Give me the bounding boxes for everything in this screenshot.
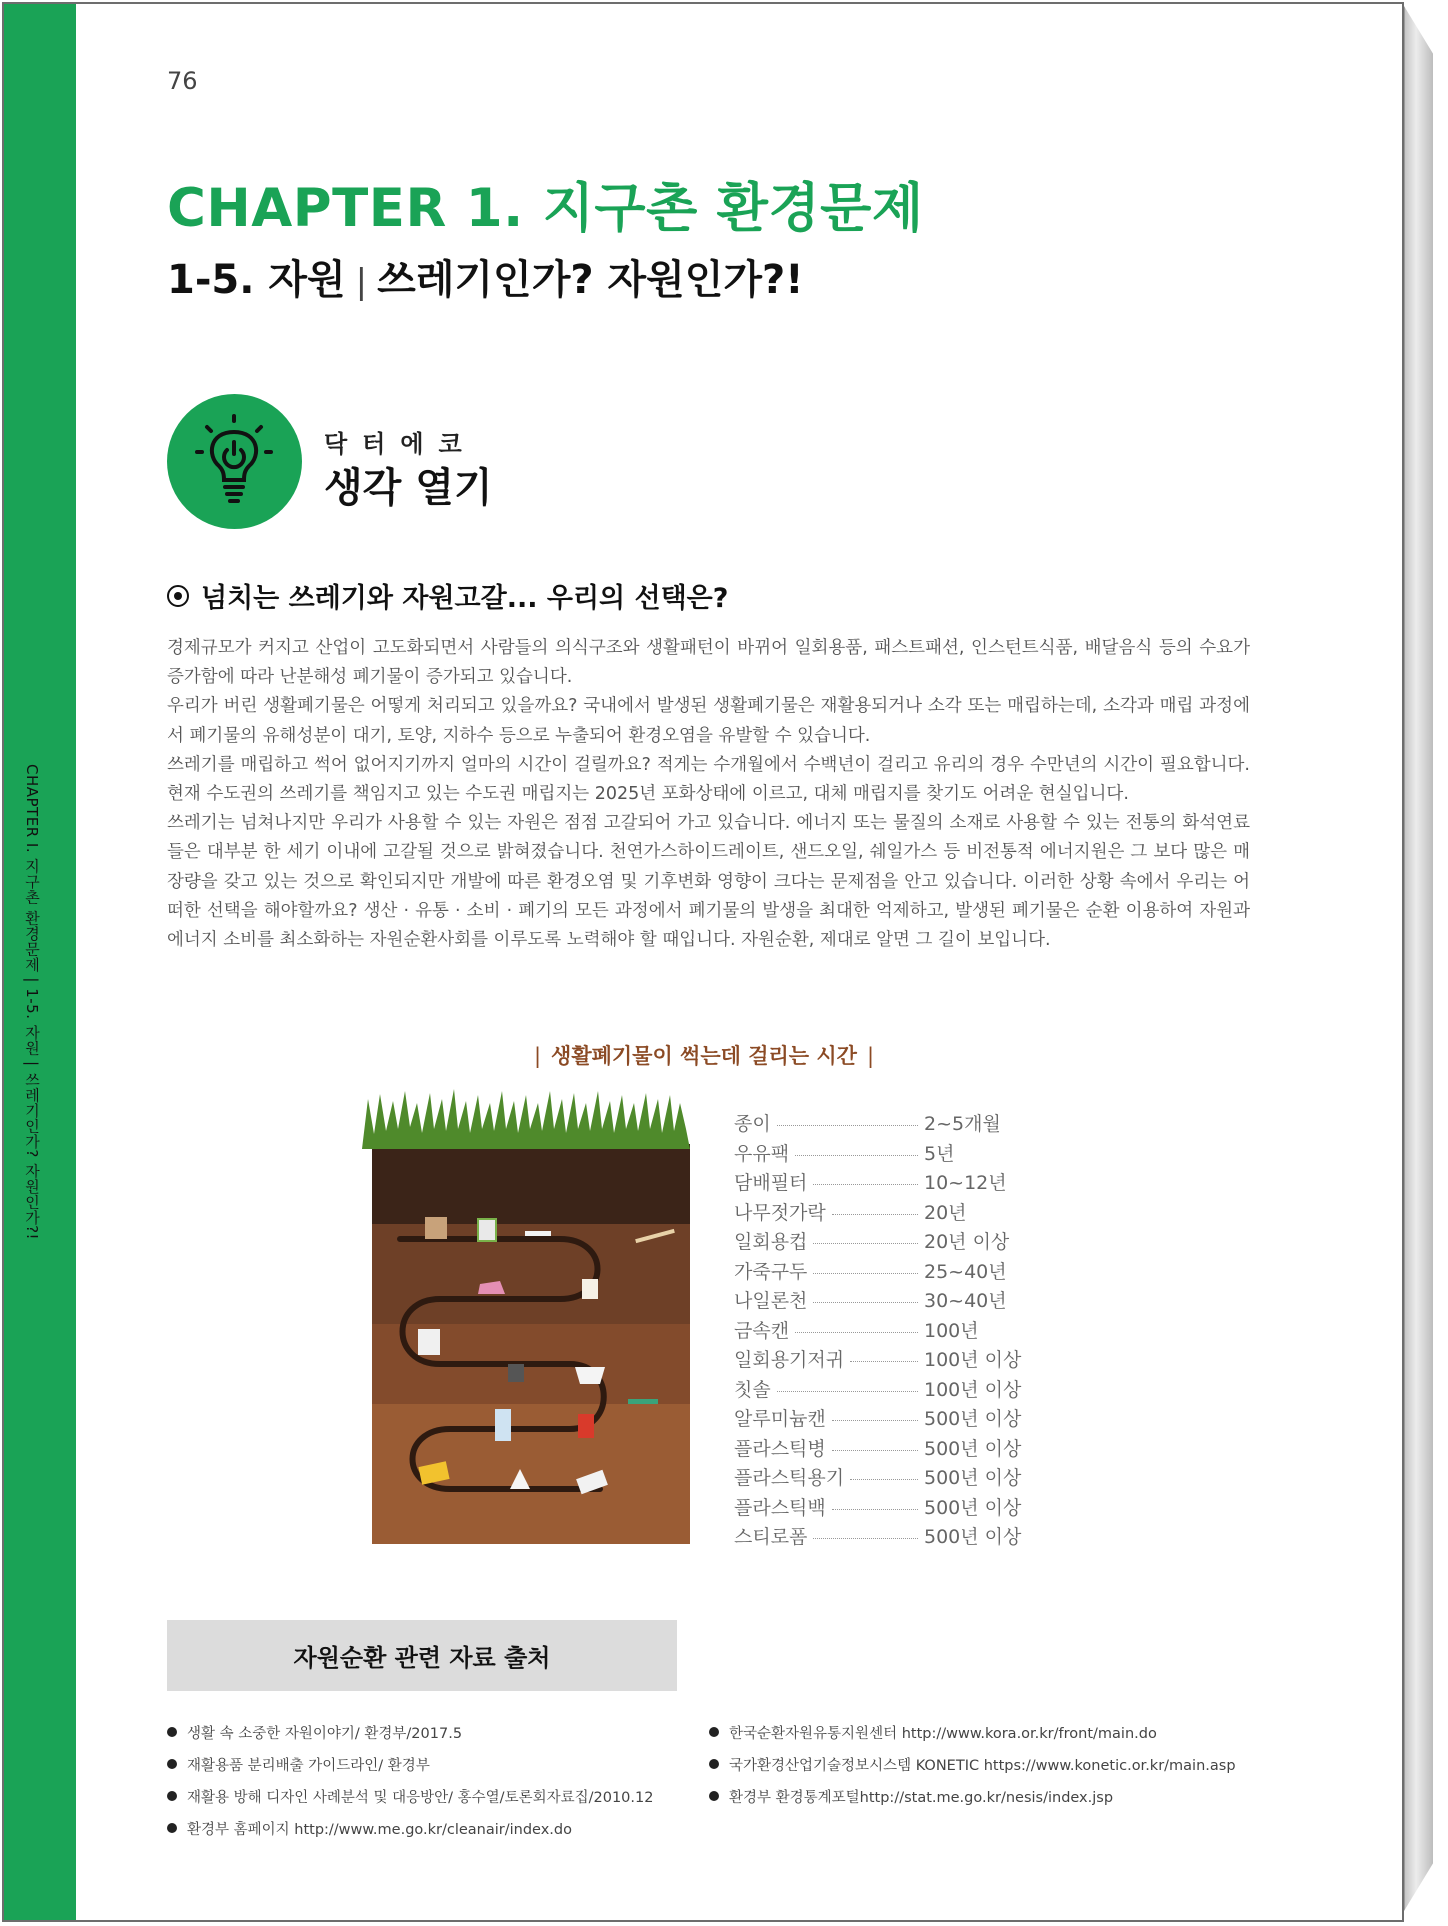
decomposition-row [734,1138,1064,1168]
decomposition-time: 5년 [924,1142,955,1165]
bullet-icon [167,1727,177,1737]
dotted-leader [832,1509,918,1510]
decomposition-time: 500년 이상 [924,1437,1022,1460]
paragraph: 쓰레기를 매립하고 썩어 없어지기까지 얼마의 시간이 걸릴까요? 적게는 수개월에서 수백년이 걸리고 유리의 경우 수만년의 시간이 필요합니다. 현재 수도권의 쓰레기를 책임지고 있는 수도권 매립지는 2025년 포화상태에 이르고, 대체 매립지를 찾기도 어려운 현실입니다. [167,754,1250,805]
bullet-icon [709,1791,719,1801]
item-leader [734,1375,924,1402]
dotted-leader [832,1214,918,1215]
page-number: 76 [167,67,198,95]
decomposition-time: 500년 이상 [924,1467,1022,1490]
decomposition-time: 500년 이상 [924,1526,1022,1549]
decomposition-row [734,1315,1064,1345]
dotted-leader [832,1420,918,1421]
decomposition-row [734,1403,1064,1433]
decomposition-row [734,1344,1064,1374]
decomposition-time: 20년 이상 [924,1231,1010,1254]
decomposition-row [734,1226,1064,1256]
decomposition-row [734,1167,1064,1197]
banner-title: 생각 열기 [324,465,493,511]
item-leader [734,1168,924,1195]
waste-item: 종이 [734,1113,771,1136]
source-text: 재활용품 분리배출 가이드라인/ 환경부 [187,1757,430,1774]
dotted-leader [795,1332,918,1333]
item-leader [734,1345,924,1372]
dotted-leader [777,1125,918,1126]
decomposition-time: 25~40년 [924,1260,1007,1283]
page-edge-shadow [1404,6,1433,1911]
question-text: 넘치는 쓰레기와 자원고갈... 우리의 선택은? [201,583,729,614]
dotted-leader [795,1155,918,1156]
decomposition-row [734,1108,1064,1138]
figure-title [304,1040,1104,1070]
sources-title-box: 자원순환 관련 자료 출처 [167,1620,677,1691]
item-leader [734,1286,924,1313]
item-leader [734,1139,924,1166]
decomposition-time: 500년 이상 [924,1496,1022,1519]
source-text: 환경부 환경통계포털http://stat.me.go.kr/nesis/index.jsp [729,1789,1114,1806]
item-leader [734,1109,924,1136]
decomposition-row [734,1433,1064,1463]
side-chapter-label: CHAPTER I. 지구촌 환경문제 | 1-5. 자원 | 쓰레기인가? 자원인가?! [23,764,41,1241]
decomposition-row [734,1521,1064,1551]
source-text: 재활용 방해 디자인 사례분석 및 대응방안/ 홍수열/토론회자료집/2010.12 [187,1789,654,1806]
bullet-icon [709,1759,719,1769]
figure-title-bar: | [533,1044,542,1068]
sources-right-list [709,1716,1236,1812]
dotted-leader [813,1243,918,1244]
waste-item: 일회용기저귀 [734,1349,845,1372]
decomposition-row [734,1256,1064,1286]
waste-item: 우유팩 [734,1142,790,1165]
decomposition-time-list [734,1108,1064,1551]
item-leader [734,1404,924,1431]
item-leader [734,1522,924,1549]
chapter-title: CHAPTER 1. 지구촌 환경문제 [167,178,924,239]
bullet-icon [709,1727,719,1737]
paragraph: 경제규모가 커지고 산업이 고도화되면서 사람들의 의식구조와 생활패턴이 바뀌어 일회용품, 패스트패션, 인스턴트식품, 배달음식 등의 수요가 증가함에 따라 난분해성 폐기물이 증가되고 있습니다. [167,638,1250,688]
source-text: 환경부 홈페이지 http://www.me.go.kr/cleanair/index.do [187,1821,572,1838]
waste-item: 플라스틱용기 [734,1467,845,1490]
dotted-leader [777,1391,918,1392]
section-title [167,248,803,305]
figure-title-bar: | [866,1044,875,1068]
decomposition-row [734,1197,1064,1227]
bullet-icon [167,1759,177,1769]
decomposition-time: 100년 이상 [924,1378,1022,1401]
source-text: 한국순환자원유통지원센터 http://www.kora.or.kr/front/main.do [729,1725,1157,1742]
waste-item: 나일론천 [734,1290,808,1313]
waste-item: 알루미늄캔 [734,1408,826,1431]
source-item [709,1748,1236,1780]
item-leader [734,1227,924,1254]
dotted-leader [813,1273,918,1274]
figure-title-text: 생활폐기물이 썩는데 걸리는 시간 [551,1044,857,1068]
source-text: 생활 속 소중한 자원이야기/ 환경부/2017.5 [187,1725,463,1742]
dotted-leader [813,1302,918,1303]
question-heading [167,576,728,615]
decomposition-time: 100년 이상 [924,1349,1022,1372]
item-leader [734,1316,924,1343]
waste-item: 일회용컵 [734,1231,808,1254]
bullet-icon [167,1823,177,1833]
waste-item: 나무젓가락 [734,1201,826,1224]
decomposition-time: 500년 이상 [924,1408,1022,1431]
dotted-leader [832,1450,918,1451]
document-page [2,2,1404,1922]
source-item [167,1748,653,1780]
decomposition-time: 2~5개월 [924,1113,1001,1136]
dotted-leader [850,1361,918,1362]
body-text [167,634,1250,955]
target-bullet-icon [167,585,189,607]
waste-item: 칫솔 [734,1378,771,1401]
dotted-leader [813,1538,918,1539]
sources-left-list [167,1716,653,1844]
paragraph: 쓰레기는 넘쳐나지만 우리가 사용할 수 있는 자원은 점점 고갈되어 가고 있습니다. 에너지 또는 물질의 소재로 사용할 수 있는 전통의 화석연료들은 대부분 한 세기 이내에 고갈될 것으로 밝혀졌습니다. 천연가스하이드레이트, 샌드오일, 쉐일가스 등 비전통적 에너지원은 그 보다 많은 매장량을 갖고 있는 것으로 확인되지만 개발에 따른 환경오염 및 기후변화 영향이 크다는 문제점을 안고 있습니다. 이러한 상황 속에서 우리는 어떠한 선택을 해야할까요? 생산 · 유통 · 소비 · 폐기의 모든 과정에서 폐기물의 발생을 최대한 억제하고, 발생된 폐기물은 순환 이용하여 자원과 에너지 소비를 최소화하는 자원순환사회를 이루도록 노력해야 할 때입니다. 자원순환, 제대로 알면 그 길이 보입니다. [167,813,1250,951]
decomposition-row [734,1492,1064,1522]
item-leader [734,1434,924,1461]
waste-item: 담배필터 [734,1172,808,1195]
lightbulb-icon [167,394,302,529]
source-item [167,1812,653,1844]
soil-illustration [360,1089,690,1544]
item-leader [734,1198,924,1225]
source-item [709,1716,1236,1748]
waste-item: 스티로폼 [734,1526,808,1549]
decomposition-time: 20년 [924,1201,967,1224]
decomposition-time: 30~40년 [924,1290,1007,1313]
item-leader [734,1257,924,1284]
source-item [167,1716,653,1748]
waste-item: 플라스틱병 [734,1437,826,1460]
waste-item: 가죽구두 [734,1260,808,1283]
section-separator: | [355,262,368,302]
dotted-leader [813,1184,918,1185]
bullet-icon [167,1791,177,1801]
waste-item: 플라스틱백 [734,1496,826,1519]
section-number: 1-5. 자원 [167,257,346,303]
item-leader [734,1493,924,1520]
paragraph: 우리가 버린 생활폐기물은 어떻게 처리되고 있을까요? 국내에서 발생된 생활폐기물은 재활용되거나 소각 또는 매립하는데, 소각과 매립 과정에서 폐기물의 유해성분이 대기, 토양, 지하수 등으로 누출되어 환경오염을 유발할 수 있습니다. [167,696,1250,746]
item-leader [734,1463,924,1490]
decomposition-time: 10~12년 [924,1172,1007,1195]
waste-item: 금속캔 [734,1319,790,1342]
decomposition-row [734,1374,1064,1404]
source-text: 국가환경산업기술정보시스템 KONETIC https://www.konetic.or.kr/main.asp [729,1757,1236,1774]
decomposition-row [734,1285,1064,1315]
banner-label: 닥터에코 [324,430,477,458]
decomposition-time: 100년 [924,1319,979,1342]
section-heading: 쓰레기인가? 자원인가?! [377,257,804,303]
decomposition-row [734,1462,1064,1492]
source-item [167,1780,653,1812]
dotted-leader [850,1479,918,1480]
source-item [709,1780,1236,1812]
